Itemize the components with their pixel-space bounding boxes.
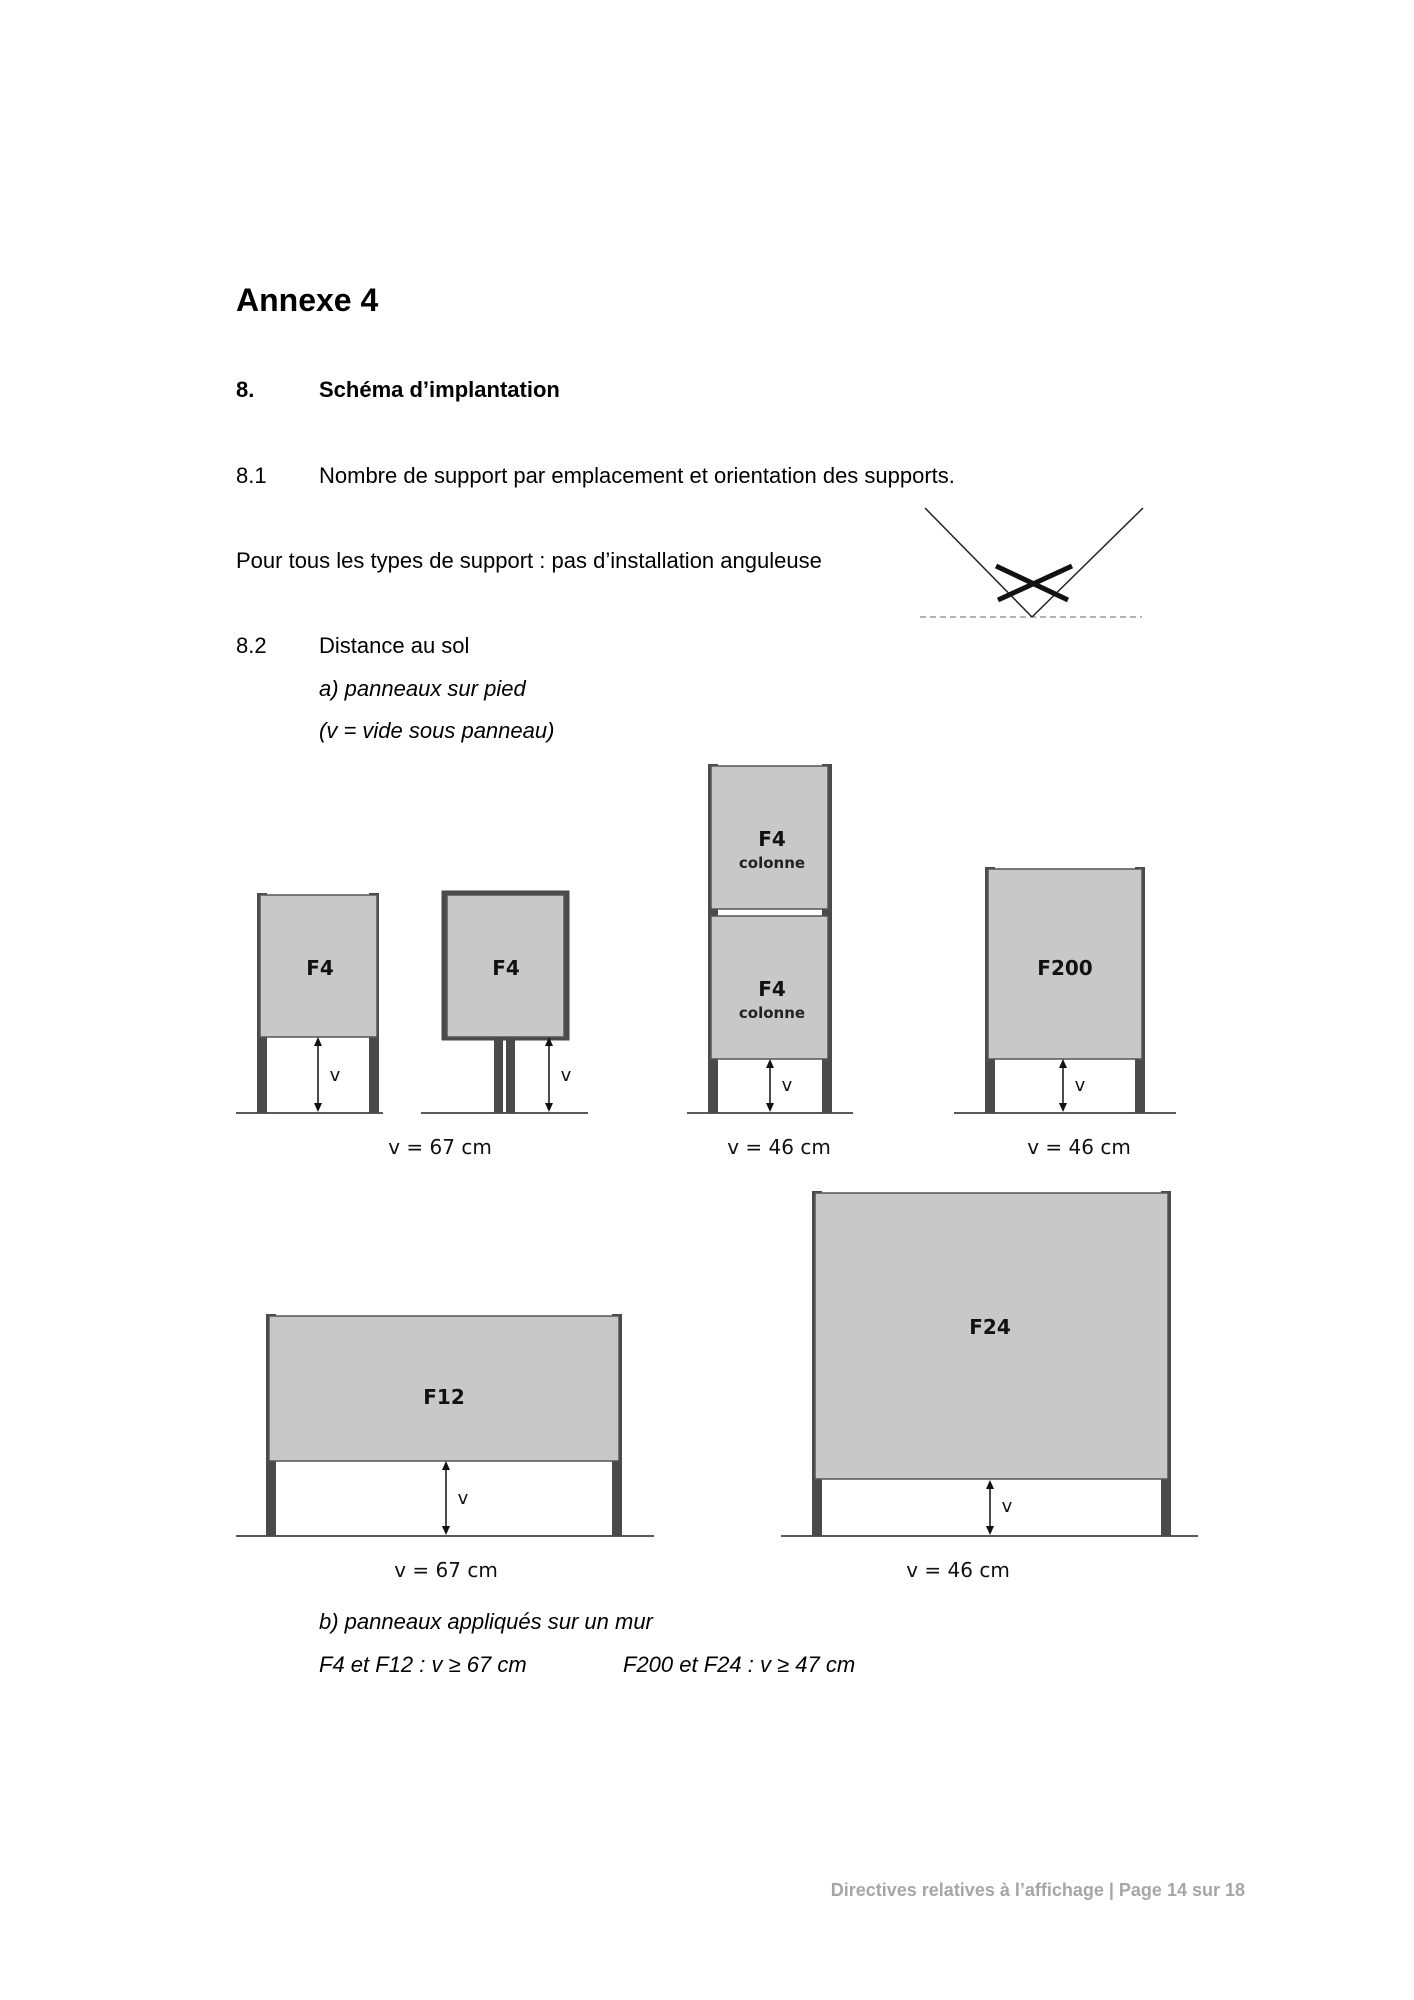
f12-caption: v = 67 cm xyxy=(394,1558,498,1582)
f24-caption: v = 46 cm xyxy=(906,1558,1010,1582)
f12-v-label: v xyxy=(457,1488,469,1509)
f4-column-top-sublabel: colonne xyxy=(738,854,806,872)
f4-left-label: F4 xyxy=(306,956,334,980)
f200-label: F200 xyxy=(1037,956,1093,980)
f4-right-panel-diagram xyxy=(421,893,588,1113)
f4-pair-caption: v = 67 cm xyxy=(388,1135,492,1159)
f4-left-v-label: v xyxy=(329,1065,341,1086)
section-8-2-title: Distance au sol xyxy=(319,633,470,658)
page-footer: Directives relatives à l’affichage | Page 14 sur 18 xyxy=(830,1880,1245,1900)
f4-right-v-label: v xyxy=(560,1065,572,1086)
angular-installation-note: Pour tous les types de support : pas d’installation anguleuse xyxy=(236,548,822,573)
section-8-1-number: 8.1 xyxy=(236,463,267,488)
f200-caption: v = 46 cm xyxy=(1027,1135,1131,1159)
f4-left-panel-diagram xyxy=(236,893,383,1113)
f200-panel-diagram xyxy=(954,867,1176,1113)
f12-panel-diagram xyxy=(236,1314,654,1536)
f4-right-label: F4 xyxy=(492,956,520,980)
subsection-b-title: b) panneaux appliqués sur un mur xyxy=(319,1609,653,1634)
no-angled-installation-diagram xyxy=(920,508,1143,617)
section-8-2-number: 8.2 xyxy=(236,633,267,658)
f200-v-label: v xyxy=(1074,1075,1086,1096)
section-8-number: 8. xyxy=(236,377,255,402)
f12-label: F12 xyxy=(423,1385,465,1409)
f24-v-label: v xyxy=(1001,1496,1013,1517)
section-8-title: Schéma d’implantation xyxy=(319,377,560,402)
f4-column-diagram xyxy=(687,764,853,1113)
wall-rule-f200-f24: F200 et F24 : v ≥ 47 cm xyxy=(623,1652,856,1677)
f4-column-caption: v = 46 cm xyxy=(727,1135,831,1159)
f4-column-v-label: v xyxy=(781,1075,793,1096)
f4-column-bottom-label: F4 xyxy=(758,977,786,1001)
subsection-a-title: a) panneaux sur pied xyxy=(319,676,526,701)
f4-column-top-label: F4 xyxy=(758,827,786,851)
page-heading: Annexe 4 xyxy=(236,282,379,318)
f24-label: F24 xyxy=(969,1315,1011,1339)
f24-panel-diagram xyxy=(781,1191,1198,1536)
section-8-1-title: Nombre de support par emplacement et orientation des supports. xyxy=(319,463,955,488)
wall-rule-f4-f12: F4 et F12 : v ≥ 67 cm xyxy=(319,1652,527,1677)
subsection-a-note: (v = vide sous panneau) xyxy=(319,718,555,743)
f4-column-bottom-sublabel: colonne xyxy=(738,1004,806,1022)
